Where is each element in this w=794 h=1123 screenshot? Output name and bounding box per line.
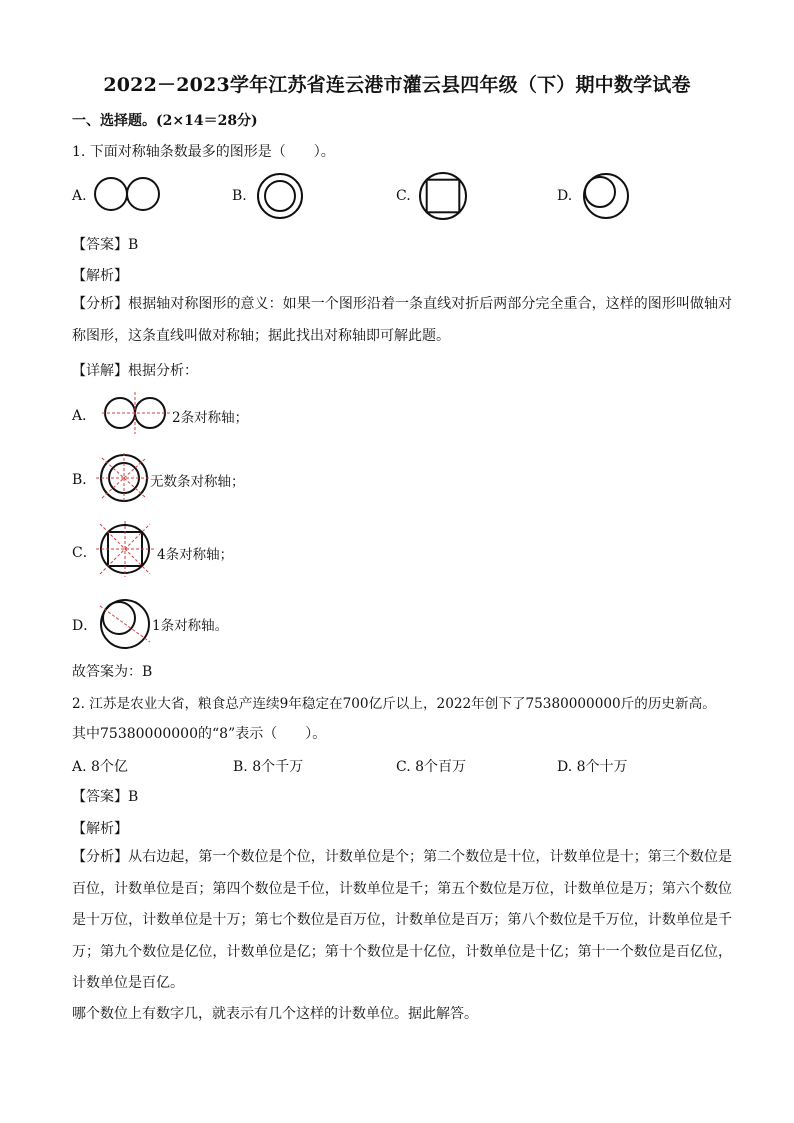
q1-detail-d-label: D． <box>72 618 98 634</box>
q1-detail-c-figure <box>94 520 156 578</box>
q1-analysis: 【分析】根据轴对称图形的意义：如果一个图形沿着一条直线对折后两部分完全重合，这样的图形叫做轴对称图形，这条直线叫做对称轴；据此找出对称轴即可解此题。 <box>72 296 732 344</box>
q2-jiexi-heading: 【解析】 <box>72 821 128 837</box>
q2-note: 哪个数位上有数字几，就表示有几个这样的计数单位。据此解答。 <box>72 1006 478 1022</box>
q2-option-c: C. 8个百万 <box>396 759 467 775</box>
q1-detail-b-figure <box>94 452 152 504</box>
q1-stem: 1. 下面对称轴条数最多的图形是（ ）。 <box>72 144 335 160</box>
q2-analysis: 【分析】从右边起，第一个数位是个位，计数单位是个；第二个数位是十位，计数单位是十；第三个数位是百位，计数单位是百；第四个数位是千位，计数单位是千；第五个数位是万位，计数单位是万；第六个数位是十万位，计数单位是十万；第七个数位是百万位，计数单位是百万；第八个数位是千万位，计数单位是千万；第九个数位是亿位，计数单位是亿；第十个数位是十亿位，计数单位是十亿；第十一个数位是百亿位，计数单位是百亿。 <box>72 849 732 991</box>
q1-detail-a-figure <box>100 390 176 436</box>
q1-figure-a <box>93 175 161 215</box>
q1-detail-a-text: 2条对称轴； <box>172 410 249 426</box>
q1-jiexi-heading: 【解析】 <box>72 268 128 284</box>
q1-detail-d-figure <box>96 598 154 650</box>
q1-detail-b-text: 无数条对称轴； <box>150 474 245 490</box>
q2-stem-line1: 2. 江苏是农业大省，粮食总产连续9年稳定在700亿斤以上，2022年创下了75380000000斤的历史新高。 <box>72 696 716 712</box>
page-title: 2022－2023学年江苏省连云港市灌云县四年级（下）期中数学试卷 <box>103 74 691 96</box>
q1-option-c-label: C. <box>396 188 411 204</box>
q2-answer: 【答案】B <box>72 789 139 805</box>
q1-option-a-label: A. <box>72 188 87 204</box>
q2-stem-line2: 其中75380000000的“8”表示（ ）。 <box>72 726 327 742</box>
q1-detail-d-text: 1条对称轴。 <box>152 618 229 634</box>
q1-conclusion: 故答案为：B <box>72 664 153 680</box>
q1-option-d-label: D. <box>557 188 573 204</box>
q2-option-d: D. 8个十万 <box>557 759 628 775</box>
q1-figure-b <box>254 172 306 220</box>
q1-detail-b-label: B． <box>72 472 97 488</box>
q1-option-b-label: B. <box>232 188 247 204</box>
q1-detail-c-label: C． <box>72 545 97 561</box>
q1-answer: 【答案】B <box>72 237 139 253</box>
q2-option-a: A. 8个亿 <box>72 759 128 775</box>
q1-detail-heading: 【详解】根据分析： <box>72 363 198 379</box>
section-heading: 一、选择题。(2×14＝28分) <box>72 113 258 129</box>
q1-figure-d <box>580 172 632 220</box>
q1-figure-c <box>417 170 469 222</box>
q1-detail-c-text: 4条对称轴； <box>157 547 234 563</box>
q2-option-b: B. 8个千万 <box>233 759 304 775</box>
q1-detail-a-label: A． <box>72 408 97 424</box>
